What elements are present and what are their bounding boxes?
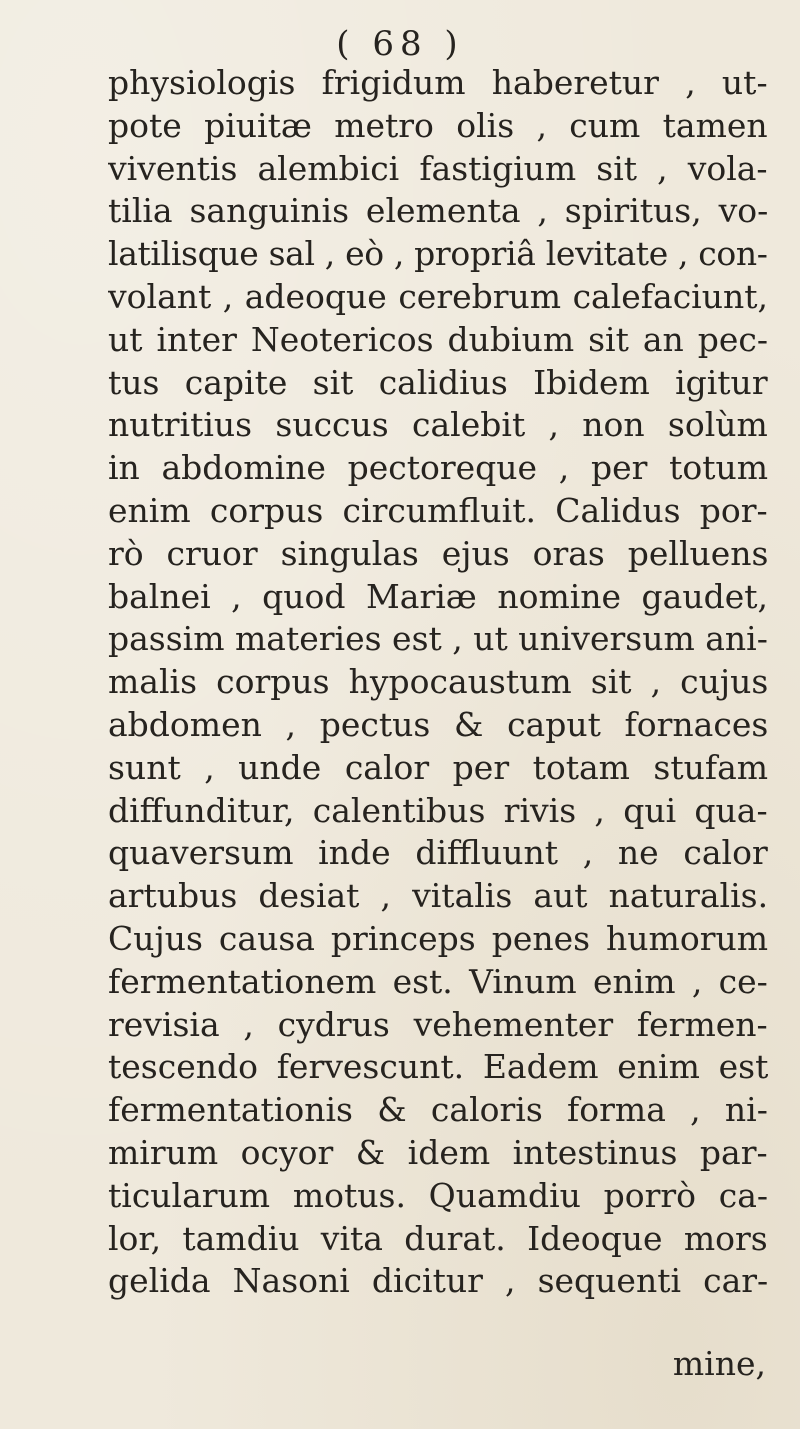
text-line: ticularum motus. Quamdiu porrò ca- (108, 1175, 768, 1215)
text-line: abdomen , pectus & caput fornaces (108, 704, 768, 744)
text-line: mirum ocyor & idem intestinus par- (108, 1132, 768, 1172)
catchword: mine, (672, 1344, 766, 1383)
text-line: nutritius succus calebit , non solùm (108, 405, 768, 445)
text-line: pote piuitæ metro olis , cum tamen (108, 105, 768, 145)
text-line: rò cruor singulas ejus oras pelluens (108, 533, 768, 573)
text-line: latilisque sal , eò , propriâ levitate , con- (108, 234, 768, 274)
text-line: viventis alembici fastigium sit , vola- (108, 148, 768, 188)
page-number: ( 68 ) (336, 24, 464, 64)
text-line: diffunditur, calentibus rivis , qui qua- (108, 790, 768, 830)
text-line: passim materies est , ut universum ani- (108, 619, 768, 659)
text-line: revisia , cydrus vehementer fermen- (108, 1004, 768, 1044)
body-text (108, 62, 768, 1303)
text-line: balnei , quod Mariæ nomine gaudet, (108, 576, 768, 616)
text-line: in abdomine pectoreque , per totum (108, 448, 768, 488)
text-line: tescendo fervescunt. Eadem enim est (108, 1047, 768, 1087)
text-line: fermentationis & caloris forma , ni- (108, 1090, 768, 1130)
text-line: volant , adeoque cerebrum calefaciunt, (108, 276, 768, 316)
text-line: enim corpus circumfluit. Calidus por- (108, 490, 768, 530)
text-line: artubus desiat , vitalis aut naturalis. (108, 876, 768, 916)
text-line: gelida Nasoni dicitur , sequenti car- (108, 1261, 768, 1301)
text-line: quaversum inde diffluunt , ne calor (108, 833, 768, 873)
text-line: malis corpus hypocaustum sit , cujus (108, 662, 768, 702)
text-line: tus capite sit calidius Ibidem igitur (108, 362, 768, 402)
text-line: lor, tamdiu vita durat. Ideoque mors (108, 1218, 768, 1258)
text-line: ut inter Neotericos dubium sit an pec- (108, 319, 768, 359)
text-line: sunt , unde calor per totam stufam (108, 747, 768, 787)
text-line: fermentationem est. Vinum enim , ce- (108, 961, 768, 1001)
text-line: Cujus causa princeps penes humorum (108, 918, 768, 958)
text-line: physiologis frigidum haberetur , ut- (108, 63, 768, 102)
text-line: tilia sanguinis elementa , spiritus, vo- (108, 191, 768, 231)
